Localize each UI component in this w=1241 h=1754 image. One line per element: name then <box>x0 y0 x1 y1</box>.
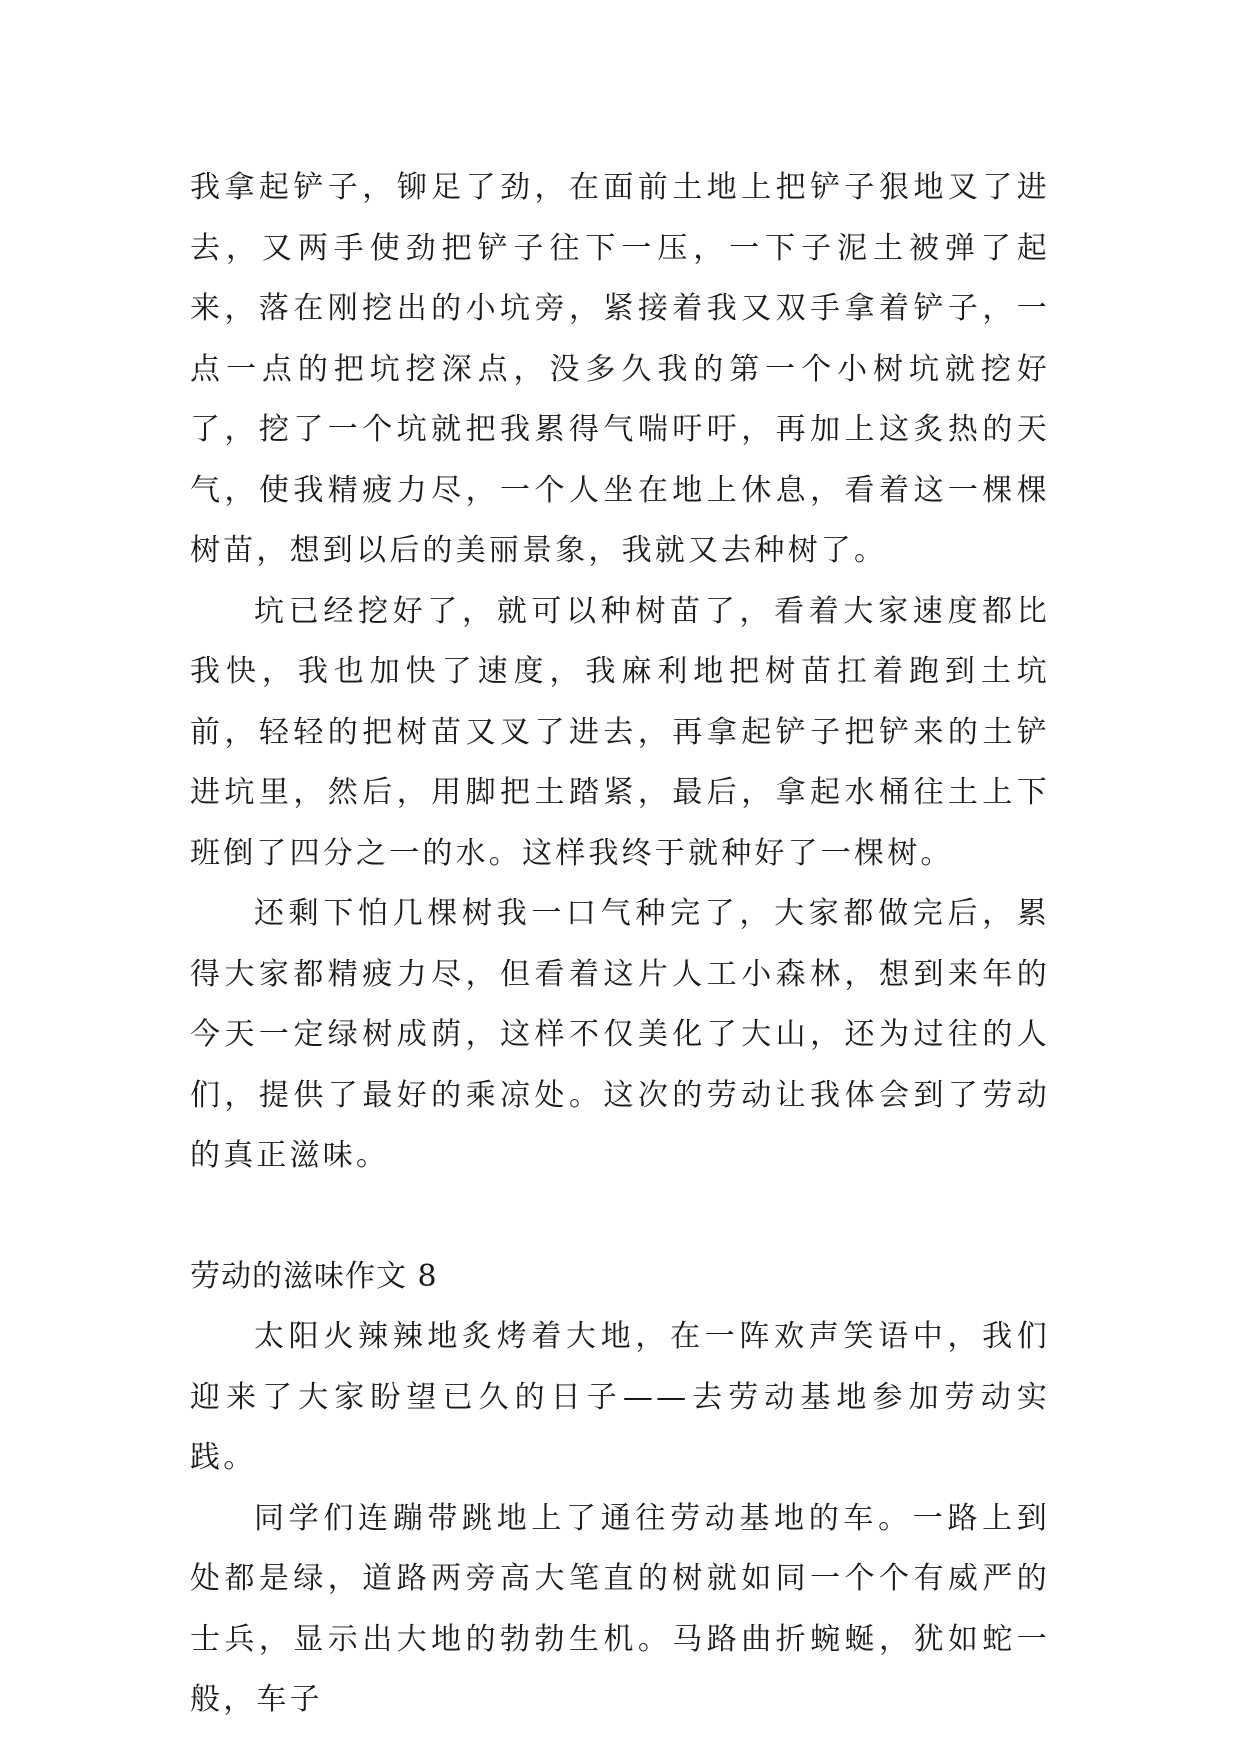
paragraph-digging-pit: 我拿起铲子，铆足了劲，在面前土地上把铲子狠地叉了进去，又两手使劲把铲子往下一压，一下子泥土被弹了起来，落在刚挖出的小坑旁，紧接着我又双手拿着铲子，一点一点的把坑挖深点，没多久我的第一个小树坑就挖好了，挖了一个坑就把我累得气喘吁吁，再加上这炙热的天气，使我精疲力尽，一个人坐在地上休息，看着这一棵棵树苗，想到以后的美丽景象，我就又去种树了。 <box>190 170 1050 568</box>
paragraph-finishing-work: 还剩下怕几棵树我一口气种完了，大家都做完后，累得大家都精疲力尽，但看着这片人工小森林，想到来年的今天一定绿树成荫，这样不仅美化了大山，还为过往的人们，提供了最好的乘凉处。这次的劳动让我体会到了劳动的真正滋味。 <box>190 896 1050 1173</box>
paragraph-sunny-day: 太阳火辣辣地炙烤着大地，在一阵欢声笑语中，我们迎来了大家盼望已久的日子——去劳动基地参加劳动实践。 <box>190 1319 1050 1475</box>
section-gap <box>190 1187 1050 1247</box>
paragraph-bus-ride: 同学们连蹦带跳地上了通往劳动基地的车。一路上到处都是绿，道路两旁高大笔直的树就如同一个个有威严的士兵，显示出大地的勃勃生机。马路曲折蜿蜒，犹如蛇一般，车子 <box>190 1500 1050 1717</box>
essay-heading: 劳动的滋味作文 8 <box>190 1258 438 1294</box>
paragraph-planting-tree: 坑已经挖好了，就可以种树苗了，看着大家速度都比我快，我也加快了速度，我麻利地把树苗扛着跑到土坑前，轻轻的把树苗又叉了进去，再拿起铲子把铲来的土铲进坑里，然后，用脚把土踏紧，最后，拿起水桶往土上下班倒了四分之一的水。这样我终于就种好了一棵树。 <box>190 593 1050 871</box>
document-body <box>190 158 1050 1731</box>
